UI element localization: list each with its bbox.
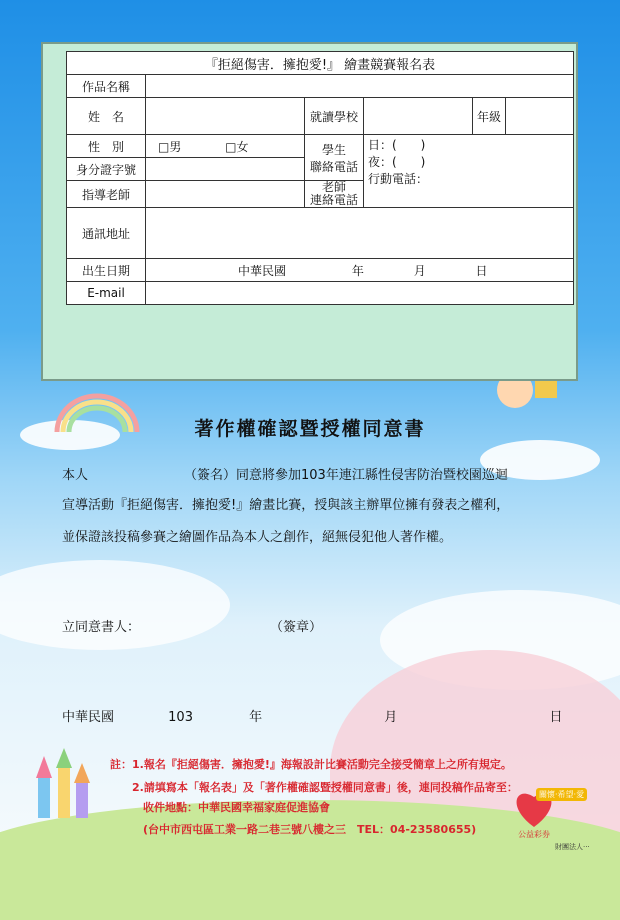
consent-line-2: 宣導活動『拒絕傷害．擁抱愛!』繪畫比賽，授與該主辦單位擁有發表之權利， xyxy=(62,498,510,513)
cloud-decoration xyxy=(0,560,230,650)
email-field[interactable] xyxy=(146,282,574,305)
consent-line-1: 本人 （簽名）同意將參加103年連江縣性侵害防治暨校園巡迴 xyxy=(62,468,508,483)
id-number-field[interactable] xyxy=(146,158,305,181)
id-number-label: 身分證字號 xyxy=(67,158,146,181)
logo-banner: 關懷·希望·愛 xyxy=(536,788,587,801)
form-title: 『拒絕傷害．擁抱愛!』 繪畫競賽報名表 xyxy=(67,52,574,75)
consent-date: 中華民國 103 年 月 日 xyxy=(62,710,563,725)
birth-date-label: 出生日期 xyxy=(67,259,146,282)
note-2: 2.請填寫本「報名表」及「著作權確認暨授權同意書」後，連同投稿作品寄至： xyxy=(132,781,518,794)
address-field[interactable] xyxy=(146,208,574,259)
work-name-label: 作品名稱 xyxy=(67,75,146,98)
consent-line-3: 並保證該投稿參賽之繪圖作品為本人之創作，絕無侵犯他人著作權。 xyxy=(62,530,453,545)
grade-label: 年級 xyxy=(473,98,506,135)
school-label: 就讀學校 xyxy=(305,98,364,135)
teacher-phone-label: 老師 連絡電話 xyxy=(305,181,364,208)
castle-icon xyxy=(28,748,98,818)
seal-label: （簽章） xyxy=(270,620,323,635)
org-label: 財團法人··· xyxy=(555,843,590,851)
female-checkbox[interactable]: □女 xyxy=(225,139,249,154)
consent-title: 著作權確認暨授權同意書 xyxy=(194,418,426,440)
birth-date-field[interactable]: 中華民國 年 月 日 xyxy=(146,259,574,282)
mobile-phone: 行動電話： xyxy=(368,172,429,186)
note-1: 註：1.報名『拒絕傷害．擁抱愛!』海報設計比賽活動完全接受簡章上之所有規定。 xyxy=(110,758,512,771)
grade-field[interactable] xyxy=(506,98,574,135)
registration-form xyxy=(66,51,574,305)
work-name-field[interactable] xyxy=(146,75,574,98)
phone-night: 夜：( ) xyxy=(368,155,426,169)
phone-day: 日：( ) xyxy=(368,138,426,152)
gender-options xyxy=(146,135,305,158)
school-field[interactable] xyxy=(364,98,473,135)
student-phone-label: 學生 聯絡電話 xyxy=(305,135,364,181)
name-field[interactable] xyxy=(146,98,305,135)
signer-line xyxy=(62,620,322,636)
teacher-field[interactable] xyxy=(146,181,305,208)
teacher-label: 指導老師 xyxy=(67,181,146,208)
name-label: 姓 名 xyxy=(67,98,146,135)
gender-label: 性 別 xyxy=(67,135,146,158)
lottery-label: 公益彩券 xyxy=(518,830,550,839)
address-label: 通訊地址 xyxy=(67,208,146,259)
student-phone-field[interactable] xyxy=(364,135,574,208)
signer-label: 立同意書人： xyxy=(62,620,141,635)
note-3: 收件地點：中華民國幸福家庭促進協會 xyxy=(143,801,330,814)
email-label: E-mail xyxy=(67,282,146,305)
male-checkbox[interactable]: □男 xyxy=(158,139,182,154)
note-4: (台中市西屯區工業一路二巷三號八樓之三 TEL：04-23580655) xyxy=(143,823,477,836)
